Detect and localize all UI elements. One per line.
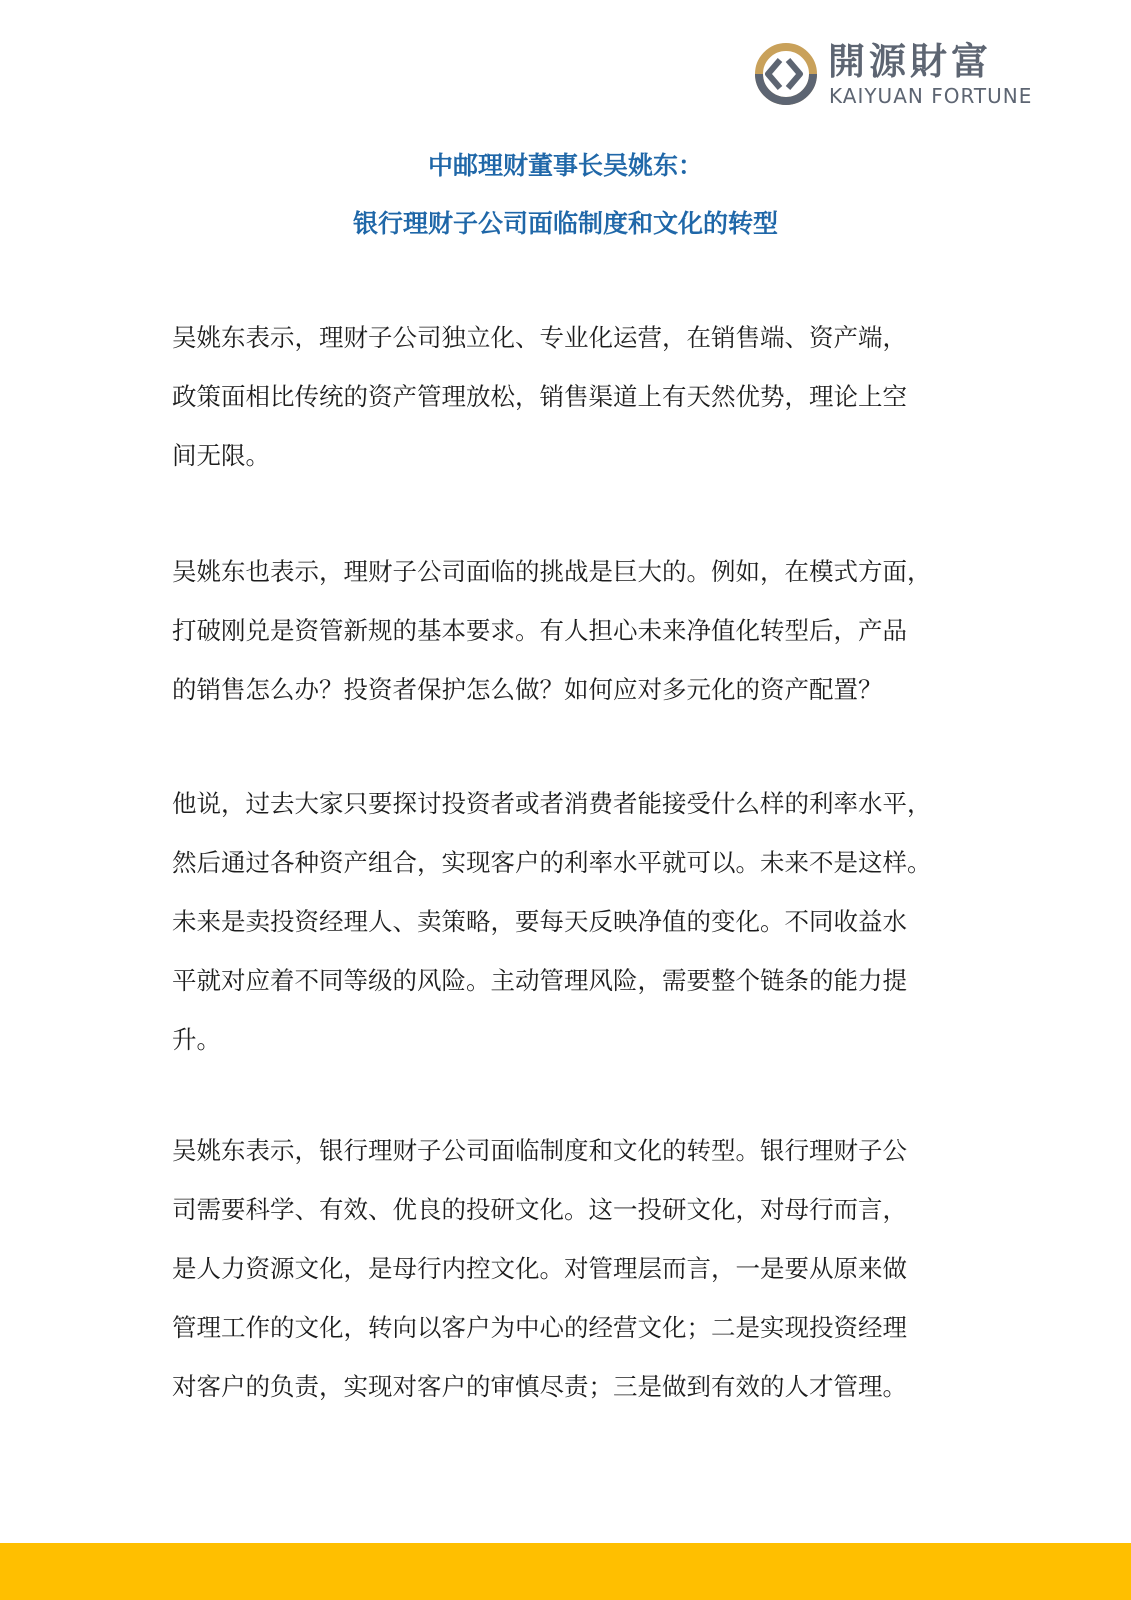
paragraph-line: 升。 — [172, 1025, 221, 1054]
paragraph-line: 他说，过去大家只要探讨投资者或者消费者能接受什么样的利率水平， — [172, 789, 932, 818]
paragraph-line: 打破刚兑是资管新规的基本要求。有人担心未来净值化转型后，产品 — [172, 616, 907, 645]
paragraph-line: 政策面相比传统的资产管理放松，销售渠道上有天然优势，理论上空 — [172, 382, 907, 411]
paragraph-line: 然后通过各种资产组合，实现客户的利率水平就可以。未来不是这样。 — [172, 848, 932, 877]
article-title-line-2: 银行理财子公司面临制度和文化的转型 — [352, 209, 778, 238]
article-paragraph-1 — [172, 308, 972, 485]
kaiyuan-logo-icon — [754, 42, 818, 106]
article-paragraph-2 — [172, 542, 972, 719]
paragraph-line: 对客户的负责，实现对客户的审慎尽责；三是做到有效的人才管理。 — [172, 1372, 907, 1401]
paragraph-line: 吴姚东表示，理财子公司独立化、专业化运营，在销售端、资产端， — [172, 323, 907, 352]
logo-name-chinese: 開源財富 — [828, 40, 992, 83]
paragraph-line: 是人力资源文化，是母行内控文化。对管理层而言，一是要从原来做 — [172, 1254, 907, 1283]
paragraph-line: 吴姚东表示，银行理财子公司面临制度和文化的转型。银行理财子公 — [172, 1136, 907, 1165]
paragraph-line: 司需要科学、有效、优良的投研文化。这一投研文化，对母行而言， — [172, 1195, 907, 1224]
company-logo — [754, 40, 1044, 108]
article-title-line-1: 中邮理财董事长吴姚东： — [427, 151, 703, 180]
paragraph-line: 吴姚东也表示，理财子公司面临的挑战是巨大的。例如，在模式方面， — [172, 557, 932, 586]
article-paragraph-3 — [172, 774, 972, 1069]
paragraph-line: 的销售怎么办？投资者保护怎么做？如何应对多元化的资产配置？ — [172, 675, 883, 704]
paragraph-line: 间无限。 — [172, 441, 270, 470]
paragraph-line: 管理工作的文化，转向以客户为中心的经营文化；二是实现投资经理 — [172, 1313, 907, 1342]
paragraph-line: 未来是卖投资经理人、卖策略，要每天反映净值的变化。不同收益水 — [172, 907, 907, 936]
logo-name-english: KAIYUAN FORTUNE — [829, 84, 1033, 108]
footer-bar — [0, 1543, 1131, 1600]
paragraph-line: 平就对应着不同等级的风险。主动管理风险，需要整个链条的能力提 — [172, 966, 907, 995]
article-paragraph-4 — [172, 1121, 972, 1416]
